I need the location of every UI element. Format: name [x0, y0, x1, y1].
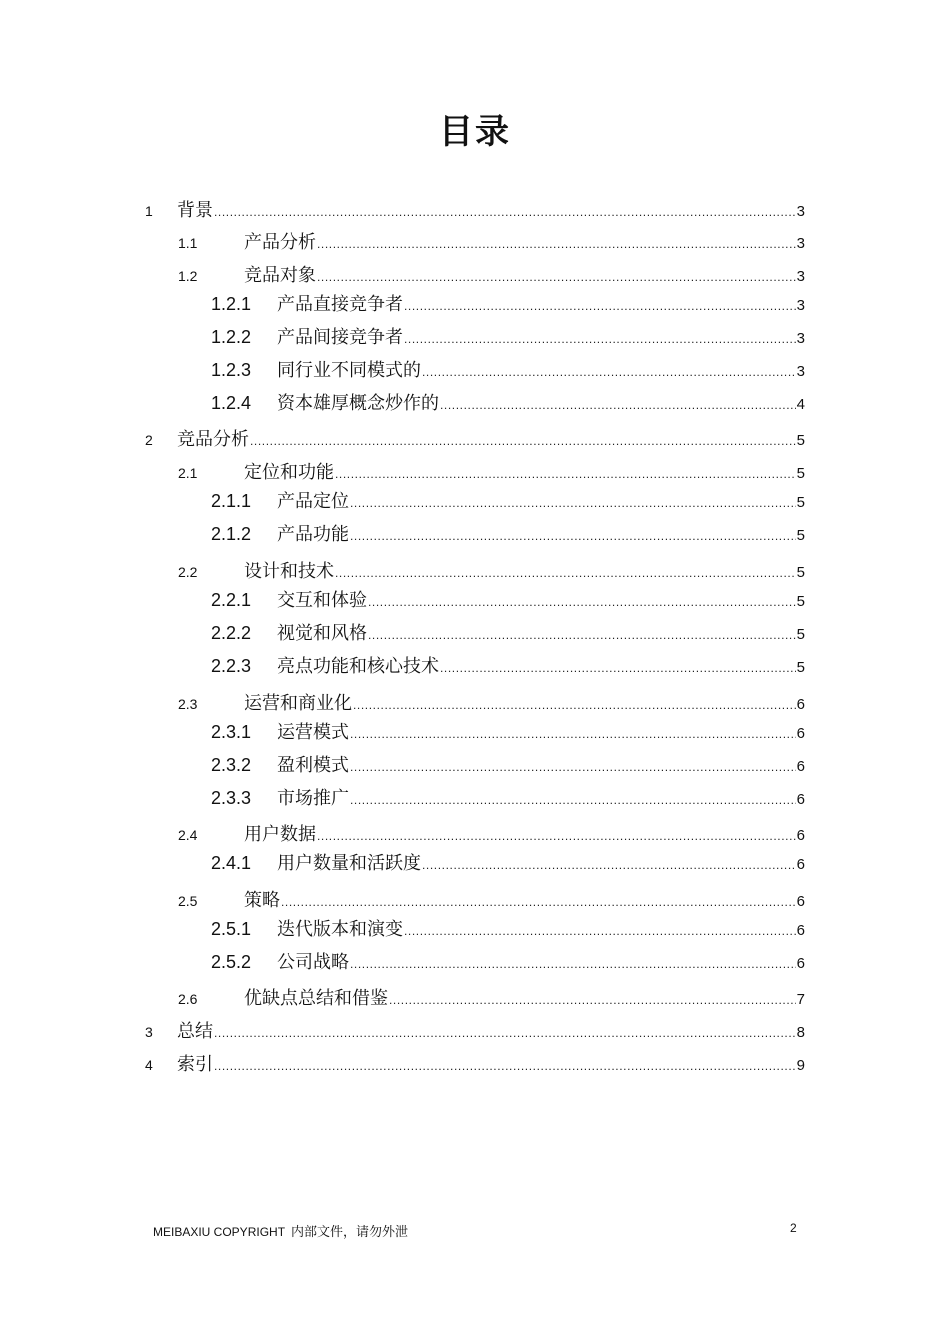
toc-entry-page: 5: [796, 593, 805, 610]
toc-entry-number: 2.6: [178, 991, 198, 1007]
toc-entry-label: 产品间接竞争者: [277, 327, 403, 348]
toc-entry-number: 2.5.2: [211, 952, 252, 972]
toc-entry-page: 5: [796, 564, 805, 581]
toc-entry[interactable]: [145, 1017, 805, 1041]
toc-entry-label: 竞品分析: [177, 429, 249, 450]
toc-leader-dots: [404, 924, 796, 938]
toc-entry[interactable]: [145, 425, 805, 449]
copyright-text: MEIBAXIU COPYRIGHT: [153, 1225, 286, 1239]
page-title: 目录: [439, 112, 511, 152]
toc-entry[interactable]: [145, 196, 805, 220]
toc-entry-page: 3: [796, 268, 805, 285]
toc-entry[interactable]: [145, 1050, 805, 1074]
toc-entry-label: 背景: [177, 200, 213, 221]
toc-entry-number: 2.5.1: [211, 919, 252, 939]
toc-entry-number: 2.4.1: [211, 853, 252, 873]
toc-entry-number: 2: [145, 432, 153, 448]
toc-entry-label: 视觉和风格: [277, 623, 367, 644]
toc-leader-dots: [422, 365, 796, 379]
toc-entry[interactable]: [211, 487, 805, 511]
toc-leader-dots: [350, 529, 796, 543]
toc-leader-dots: [350, 496, 796, 510]
toc-entry-number: 2.3.2: [211, 755, 252, 775]
toc-entry[interactable]: [211, 915, 805, 939]
toc-entry-number: 1.2.1: [211, 294, 252, 314]
toc-entry[interactable]: [211, 323, 805, 347]
toc-entry-number: 1: [145, 203, 153, 219]
toc-entry[interactable]: [178, 820, 805, 844]
toc-leader-dots: [335, 566, 796, 580]
toc-entry-label: 总结: [177, 1021, 213, 1042]
toc-entry[interactable]: [178, 261, 805, 285]
toc-entry-page: 3: [796, 235, 805, 252]
toc-entry-number: 2.4: [178, 827, 198, 843]
toc-entry-label: 竞品对象: [244, 265, 316, 286]
toc-entry-label: 产品功能: [277, 524, 349, 545]
toc-entry-label: 用户数量和活跃度: [277, 853, 421, 874]
toc-leader-dots: [214, 1026, 796, 1040]
toc-entry-number: 3: [145, 1024, 153, 1040]
toc-leader-dots: [250, 434, 796, 448]
toc-entry-page: 5: [796, 494, 805, 511]
toc-entry-number: 1.2.2: [211, 327, 252, 347]
toc-entry[interactable]: [211, 290, 805, 314]
toc-entry[interactable]: [178, 984, 805, 1008]
toc-leader-dots: [317, 270, 796, 284]
toc-leader-dots: [368, 595, 796, 609]
toc-entry-page: 6: [796, 827, 805, 844]
toc-leader-dots: [440, 661, 796, 675]
toc-entry-page: 5: [796, 527, 805, 544]
toc-leader-dots: [389, 993, 796, 1007]
toc-entry-number: 2.3.1: [211, 722, 252, 742]
toc-entry-number: 1.2: [178, 268, 198, 284]
toc-entry[interactable]: [178, 689, 805, 713]
toc-entry-number: 2.1: [178, 465, 198, 481]
toc-leader-dots: [353, 698, 796, 712]
toc-entry-label: 索引: [177, 1054, 213, 1075]
toc-leader-dots: [350, 727, 796, 741]
toc-entry-label: 盈利模式: [277, 755, 349, 776]
footer-page-number: 2: [790, 1221, 797, 1235]
toc-entry-number: 4: [145, 1057, 153, 1073]
toc-entry-label: 产品定位: [277, 491, 349, 512]
toc-entry[interactable]: [211, 948, 805, 972]
toc-entry-page: 6: [796, 856, 805, 873]
toc-leader-dots: [335, 467, 796, 481]
toc-entry-number: 2.2.1: [211, 590, 252, 610]
toc-entry-label: 设计和技术: [244, 561, 334, 582]
toc-entry-label: 用户数据: [244, 824, 316, 845]
toc-leader-dots: [404, 299, 796, 313]
toc-leader-dots: [440, 398, 796, 412]
toc-leader-dots: [368, 628, 796, 642]
toc-entry-label: 资本雄厚概念炒作的: [277, 393, 439, 414]
toc-entry[interactable]: [211, 751, 805, 775]
toc-entry-number: 2.3: [178, 696, 198, 712]
toc-entry-label: 优缺点总结和借鉴: [244, 988, 388, 1009]
toc-entry-number: 2.2.3: [211, 656, 252, 676]
toc-entry-page: 3: [796, 330, 805, 347]
toc-leader-dots: [350, 760, 796, 774]
toc-entry[interactable]: [211, 619, 805, 643]
toc-entry-page: 6: [796, 893, 805, 910]
toc-entry-page: 3: [796, 363, 805, 380]
toc-entry-page: 6: [796, 922, 805, 939]
toc-entry-page: 3: [796, 297, 805, 314]
toc-entry-number: 2.5: [178, 893, 198, 909]
toc-leader-dots: [317, 237, 796, 251]
toc-entry-number: 2.2.2: [211, 623, 252, 643]
toc-entry-label: 同行业不同模式的: [277, 360, 421, 381]
toc-entry[interactable]: [211, 520, 805, 544]
toc-leader-dots: [214, 1059, 796, 1073]
toc-entry-label: 产品直接竞争者: [277, 294, 403, 315]
toc-entry-number: 2.2: [178, 564, 198, 580]
toc-entry-number: 2.1.2: [211, 524, 252, 544]
toc-entry[interactable]: [211, 784, 805, 808]
toc-entry-number: 1.2.3: [211, 360, 252, 380]
toc-entry-page: 6: [796, 696, 805, 713]
toc-leader-dots: [281, 895, 796, 909]
toc-entry-number: 1.1: [178, 235, 198, 251]
toc-entry[interactable]: [211, 652, 805, 676]
toc-entry-label: 亮点功能和核心技术: [277, 656, 439, 677]
toc-entry[interactable]: [211, 389, 805, 413]
confidential-note: 内部文件，请勿外泄: [291, 1225, 409, 1240]
toc-entry-page: 7: [796, 991, 805, 1008]
toc-entry-page: 5: [796, 465, 805, 482]
toc-entry-page: 4: [796, 396, 805, 413]
toc-entry[interactable]: [211, 849, 805, 873]
toc-leader-dots: [350, 957, 796, 971]
toc-leader-dots: [317, 829, 796, 843]
toc-leader-dots: [422, 858, 796, 872]
toc-entry-page: 9: [796, 1057, 805, 1074]
toc-entry-page: 3: [796, 203, 805, 220]
toc-entry[interactable]: [211, 586, 805, 610]
toc-entry-number: 1.2.4: [211, 393, 252, 413]
toc-entry-label: 运营和商业化: [244, 693, 352, 714]
toc-entry[interactable]: [211, 718, 805, 742]
footer-copyright: [153, 1221, 408, 1240]
toc-entry-label: 公司战略: [277, 952, 349, 973]
toc-entry[interactable]: [178, 228, 805, 252]
toc-entry-page: 6: [796, 758, 805, 775]
toc-entry[interactable]: [178, 886, 805, 910]
toc-entry-page: 8: [796, 1024, 805, 1041]
toc-entry-page: 5: [796, 626, 805, 643]
toc-entry-label: 策略: [244, 890, 280, 911]
toc-entry-page: 5: [796, 432, 805, 449]
toc-leader-dots: [404, 332, 796, 346]
toc-entry-page: 6: [796, 725, 805, 742]
toc-entry-number: 2.3.3: [211, 788, 252, 808]
toc-entry[interactable]: [178, 458, 805, 482]
toc-entry-label: 交互和体验: [277, 590, 367, 611]
toc-entry-page: 6: [796, 955, 805, 972]
toc-entry-label: 迭代版本和演变: [277, 919, 403, 940]
toc-entry[interactable]: [178, 557, 805, 581]
toc-entry-label: 运营模式: [277, 722, 349, 743]
toc-entry-label: 市场推广: [277, 788, 349, 809]
toc-entry-label: 产品分析: [244, 232, 316, 253]
toc-entry-page: 5: [796, 659, 805, 676]
toc-leader-dots: [214, 205, 796, 219]
toc-leader-dots: [350, 793, 796, 807]
toc-entry-label: 定位和功能: [244, 462, 334, 483]
toc-entry[interactable]: [211, 356, 805, 380]
toc-entry-page: 6: [796, 791, 805, 808]
toc-entry-number: 2.1.1: [211, 491, 252, 511]
